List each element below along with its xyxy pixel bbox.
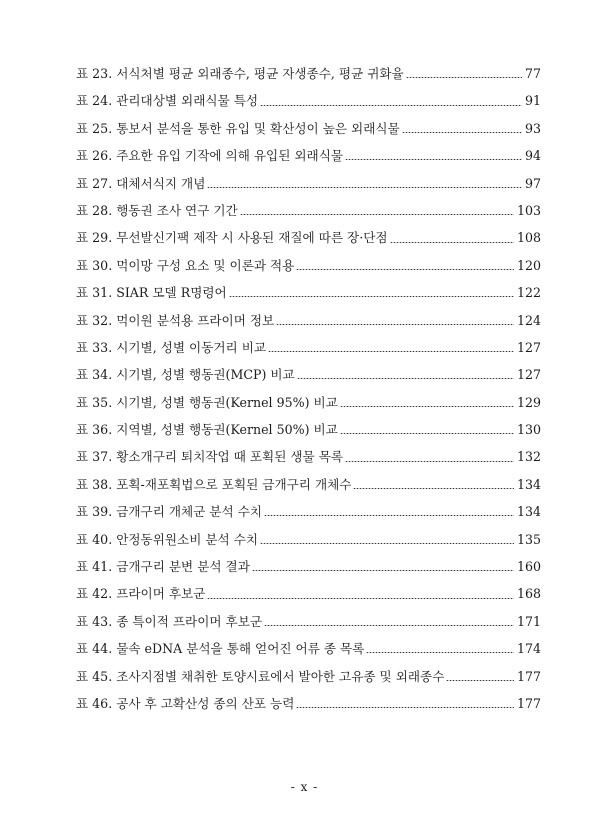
toc-entry[interactable]	[76, 197, 541, 224]
toc-entry-number: 표 36.	[76, 422, 113, 438]
toc-entry-title: 대체서식지 개념	[116, 175, 206, 191]
toc-entry[interactable]	[76, 416, 541, 443]
toc-entry[interactable]	[76, 498, 541, 525]
toc-entry-number: 표 43.	[76, 613, 113, 629]
toc-leader-dots	[296, 269, 514, 270]
toc-entry-title: 시기별, 성별 행동권(MCP) 비교	[116, 367, 295, 383]
toc-entry[interactable]	[76, 635, 541, 662]
toc-leader-dots	[390, 242, 514, 243]
toc-leader-dots	[260, 543, 514, 544]
toc-entry[interactable]	[76, 663, 541, 690]
toc-entry-number: 표 39.	[76, 504, 113, 520]
table-of-contents	[76, 60, 541, 717]
toc-leader-dots	[276, 324, 514, 325]
toc-leader-dots	[240, 214, 514, 215]
toc-entry-number: 표 40.	[76, 531, 113, 547]
toc-entry-number: 표 27.	[76, 175, 113, 191]
toc-entry-page: 91	[524, 93, 541, 109]
toc-entry[interactable]	[76, 307, 541, 334]
toc-entry-number: 표 42.	[76, 586, 113, 602]
toc-entry-number: 표 34.	[76, 367, 113, 383]
toc-entry-number: 표 46.	[76, 695, 113, 711]
toc-entry-number: 표 38.	[76, 476, 113, 492]
toc-entry[interactable]	[76, 87, 541, 114]
toc-entry[interactable]	[76, 334, 541, 361]
toc-entry-number: 표 33.	[76, 339, 113, 355]
toc-entry-title: 안정동위원소비 분석 수치	[116, 531, 259, 547]
toc-leader-dots	[296, 707, 514, 708]
toc-leader-dots	[345, 461, 514, 462]
toc-entry-page: 77	[524, 66, 541, 81]
toc-entry-page: 108	[516, 230, 541, 246]
toc-entry-page: 174	[516, 641, 541, 657]
toc-entry[interactable]	[76, 142, 541, 169]
toc-entry[interactable]	[76, 279, 541, 306]
toc-entry-number: 표 25.	[76, 120, 113, 136]
toc-entry-page: 127	[516, 367, 541, 383]
toc-entry-page: 103	[516, 202, 541, 218]
toc-entry-number: 표 44.	[76, 641, 113, 657]
toc-entry-page: 132	[516, 449, 541, 465]
toc-entry[interactable]	[76, 389, 541, 416]
toc-entry[interactable]	[76, 580, 541, 607]
toc-entry-title: 포획-재포획법으로 포획된 금개구리 개체수	[116, 476, 352, 492]
toc-entry-page: 129	[516, 394, 541, 410]
toc-entry-title: 황소개구리 퇴치작업 때 포획된 생물 목록	[116, 449, 344, 465]
toc-entry-number: 표 31.	[76, 285, 113, 301]
toc-leader-dots	[229, 296, 514, 297]
toc-entry-page: 130	[516, 422, 541, 438]
toc-entry-title: 주요한 유입 기작에 의해 유입된 외래식물	[116, 148, 344, 164]
toc-entry-page: 120	[516, 257, 541, 273]
toc-leader-dots	[264, 515, 514, 516]
toc-entry-title: 행동권 조사 연구 기간	[116, 202, 238, 218]
toc-entry-number: 표 32.	[76, 312, 113, 328]
toc-entry[interactable]	[76, 252, 541, 279]
toc-entry-title: 시기별, 성별 행동권(Kernel 95%) 비교	[116, 394, 338, 410]
toc-leader-dots	[207, 187, 522, 188]
toc-entry-title: 관리대상별 외래식물 특성	[116, 93, 259, 109]
toc-entry-title: SIAR 모델 R명령어	[116, 285, 227, 301]
toc-entry-page: 124	[516, 312, 541, 328]
toc-entry-page: 168	[516, 586, 541, 602]
toc-entry-page: 135	[516, 531, 541, 547]
toc-entry-title: 공사 후 고확산성 종의 산포 능력	[116, 695, 295, 711]
toc-leader-dots	[340, 406, 514, 407]
toc-entry[interactable]	[76, 224, 541, 251]
toc-entry[interactable]	[76, 526, 541, 553]
toc-leader-dots	[252, 570, 514, 571]
toc-entry-number: 표 37.	[76, 449, 113, 465]
toc-leader-dots	[345, 159, 522, 160]
toc-entry-title: 시기별, 성별 이동거리 비교	[116, 339, 267, 355]
toc-entry[interactable]	[76, 553, 541, 580]
toc-entry-page: 94	[524, 148, 541, 164]
toc-entry-number: 표 23.	[76, 66, 113, 81]
toc-leader-dots	[446, 680, 514, 681]
toc-entry-title: 종 특이적 프라이머 후보군	[116, 613, 263, 629]
toc-entry-page: 93	[524, 120, 541, 136]
toc-entry-page: 177	[516, 695, 541, 711]
toc-entry-title: 통보서 분석을 통한 유입 및 확산성이 높은 외래식물	[116, 120, 400, 136]
toc-entry[interactable]	[76, 170, 541, 197]
toc-entry-number: 표 28.	[76, 202, 113, 218]
toc-entry-page: 160	[516, 559, 541, 575]
toc-leader-dots	[297, 378, 514, 379]
toc-entry-page: 122	[516, 285, 541, 301]
toc-entry[interactable]	[76, 443, 541, 470]
toc-entry-number: 표 41.	[76, 559, 113, 575]
toc-entry-title: 금개구리 분변 분석 결과	[116, 559, 250, 575]
page-number: - x -	[290, 780, 319, 794]
toc-entry-page: 177	[516, 668, 541, 684]
toc-entry-number: 표 30.	[76, 257, 113, 273]
toc-entry[interactable]	[76, 115, 541, 142]
toc-entry-title: 서식처별 평균 외래종수, 평균 자생종수, 평균 귀화율	[116, 66, 404, 81]
toc-entry-number: 표 45.	[76, 668, 113, 684]
toc-leader-dots	[406, 77, 522, 78]
toc-entry-page: 171	[516, 613, 541, 629]
toc-leader-dots	[260, 105, 522, 106]
toc-entry-page: 127	[516, 339, 541, 355]
toc-entry-title: 지역별, 성별 행동권(Kernel 50%) 비교	[116, 422, 338, 438]
toc-entry[interactable]	[76, 471, 541, 498]
toc-leader-dots	[353, 488, 514, 489]
toc-entry-title: 무선발신기팩 제작 시 사용된 재질에 따른 장·단점	[116, 230, 388, 246]
toc-entry-number: 표 29.	[76, 230, 113, 246]
toc-entry[interactable]	[76, 690, 541, 717]
toc-entry[interactable]	[76, 60, 541, 87]
toc-entry-title: 먹이원 분석용 프라이머 정보	[116, 312, 275, 328]
toc-entry-number: 표 26.	[76, 148, 113, 164]
toc-leader-dots	[264, 625, 514, 626]
toc-entry[interactable]	[76, 608, 541, 635]
toc-entry-title: 조사지점별 채취한 토양시료에서 발아한 고유종 및 외래종수	[116, 668, 445, 684]
toc-leader-dots	[366, 652, 514, 653]
toc-leader-dots	[340, 433, 514, 434]
toc-entry-title: 금개구리 개체군 분석 수치	[116, 504, 263, 520]
toc-leader-dots	[207, 598, 514, 599]
toc-leader-dots	[402, 132, 522, 133]
toc-entry-title: 물속 eDNA 분석을 통해 얻어진 어류 종 목록	[116, 641, 365, 657]
toc-entry-title: 먹이망 구성 요소 및 이론과 적용	[116, 257, 295, 273]
toc-entry-page: 134	[516, 504, 541, 520]
toc-leader-dots	[268, 351, 514, 352]
toc-entry-page: 97	[524, 175, 541, 191]
toc-entry-number: 표 35.	[76, 394, 113, 410]
toc-entry-page: 134	[516, 476, 541, 492]
toc-entry-number: 표 24.	[76, 93, 113, 109]
toc-entry[interactable]	[76, 361, 541, 388]
toc-entry-title: 프라이머 후보군	[116, 586, 206, 602]
